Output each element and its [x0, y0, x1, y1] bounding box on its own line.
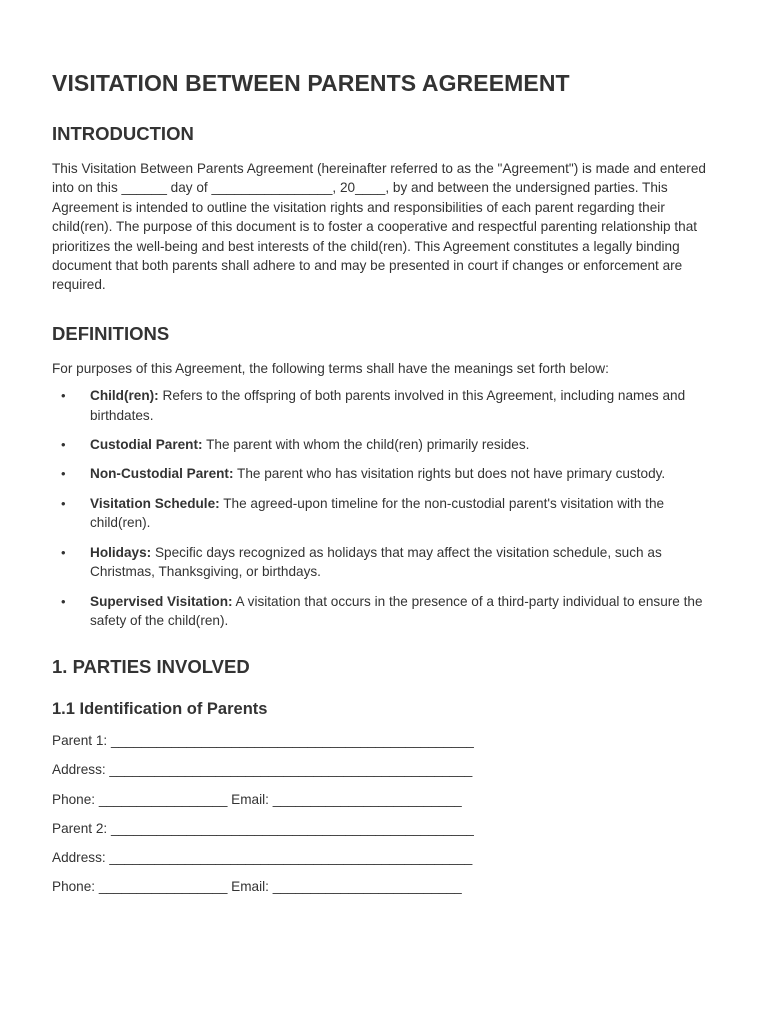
definition-text: The parent who has visitation rights but does not have primary custody. — [233, 466, 666, 482]
bullet-icon: • — [61, 495, 66, 511]
definition-term: Child(ren): — [90, 388, 159, 404]
definition-text: Refers to the offspring of both parents involved in this Agreement, including names and birthdates. — [90, 388, 686, 423]
bullet-icon: • — [61, 437, 66, 453]
introduction-heading: INTRODUCTION — [52, 123, 194, 144]
definition-term: Visitation Schedule: — [90, 495, 220, 511]
definitions-lead: For purposes of this Agreement, the following terms shall have the meanings set forth below: — [52, 360, 609, 376]
bullet-icon: • — [61, 593, 66, 609]
definition-item-visitation-schedule — [52, 494, 714, 533]
parent-2-field: Parent 2: ________________________________________________ — [52, 820, 474, 836]
bullet-icon: • — [61, 544, 66, 560]
definition-item-holidays — [52, 543, 714, 582]
parent-2-phone-email-field: Phone: _________________ Email: _________________________ — [52, 878, 462, 894]
introduction-paragraph: This Visitation Between Parents Agreement (hereinafter referred to as the "Agreement") is made and entered into on this ______ day of ________________, 20____, by and between the undersigned parties. This Agreement is intended to outline the visitation rights and responsibilities of each parent regarding their child(ren). The purpose of this document is to foster a cooperative and respectful parenting relationship that prioritizes the well-being and best interests of the child(ren). This Agreement constitutes a legally binding document that both parents shall adhere to and may be presented in court if changes or enforcement are required. — [52, 161, 706, 293]
parent-1-field: Parent 1: ________________________________________________ — [52, 733, 474, 749]
definition-item-children — [52, 386, 714, 425]
bullet-icon: • — [61, 388, 66, 404]
parties-heading: 1. PARTIES INVOLVED — [52, 656, 250, 678]
definition-text: Specific days recognized as holidays that may affect the visitation schedule, such as Christmas, Thanksgiving, or birthdays. — [90, 544, 662, 580]
definition-text: The agreed-upon timeline for the non-custodial parent's visitation with the child(ren). — [90, 495, 665, 531]
definition-text: A visitation that occurs in the presence of a third-party individual to ensure the safety of the child(ren). — [90, 593, 703, 628]
definition-term: Custodial Parent: — [90, 437, 203, 453]
parent-1-phone-email-field: Phone: _________________ Email: _________________________ — [52, 791, 462, 807]
definition-item-non-custodial-parent — [52, 464, 714, 483]
introduction-section — [52, 123, 714, 295]
parties-section — [52, 656, 714, 896]
definitions-section — [52, 323, 714, 630]
definition-item-supervised-visitation — [52, 592, 714, 631]
definition-term: Supervised Visitation: — [90, 593, 233, 609]
bullet-icon: • — [61, 466, 66, 482]
definitions-list — [52, 386, 714, 630]
parent-2-address-field: Address: ________________________________________________ — [52, 849, 473, 865]
identification-subheading: 1.1 Identification of Parents — [52, 700, 268, 719]
definition-term: Holidays: — [90, 544, 152, 560]
definition-text: The parent with whom the child(ren) primarily resides. — [202, 437, 530, 453]
definition-term: Non-Custodial Parent: — [90, 466, 234, 482]
parent-1-address-field: Address: ________________________________________________ — [52, 762, 473, 778]
definitions-heading: DEFINITIONS — [52, 322, 170, 344]
definition-item-custodial-parent — [52, 435, 714, 454]
document-title: VISITATION BETWEEN PARENTS AGREEMENT — [52, 70, 570, 96]
